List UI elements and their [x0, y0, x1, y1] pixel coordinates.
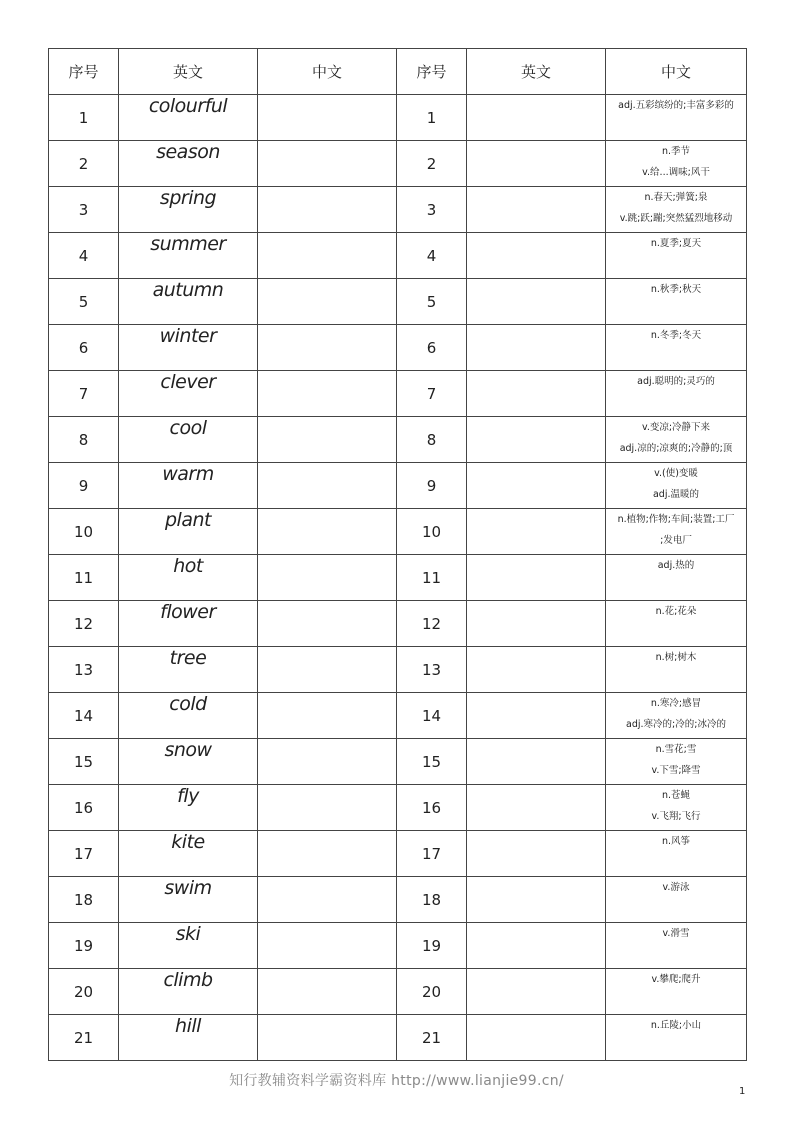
- row-index: 8: [49, 417, 119, 463]
- chinese-definition: [606, 95, 747, 141]
- definition-line: n.风筝: [661, 836, 691, 847]
- table-row: [49, 509, 747, 555]
- definition-line: n.寒冷;感冒: [650, 698, 702, 709]
- english-blank-cell: [467, 233, 606, 279]
- english-word: winter: [119, 325, 258, 371]
- chinese-blank-cell: [258, 555, 397, 601]
- definition-line: v.游泳: [662, 882, 690, 893]
- definition-line: v.飞翔;飞行: [651, 811, 701, 822]
- row-index: 17: [49, 831, 119, 877]
- table-row: [49, 279, 747, 325]
- english-blank-cell: [467, 279, 606, 325]
- english-blank-cell: [467, 95, 606, 141]
- english-word: cool: [119, 417, 258, 463]
- table-row: [49, 969, 747, 1015]
- row-index-2: 10: [397, 509, 467, 555]
- chinese-definition: [606, 1015, 747, 1061]
- row-index-2: 9: [397, 463, 467, 509]
- definition-line: n.树;树木: [655, 652, 697, 663]
- english-word: plant: [119, 509, 258, 555]
- row-index-2: 18: [397, 877, 467, 923]
- row-index-2: 15: [397, 739, 467, 785]
- chinese-blank-cell: [258, 371, 397, 417]
- chinese-blank-cell: [258, 95, 397, 141]
- english-blank-cell: [467, 371, 606, 417]
- table-row: [49, 141, 747, 187]
- row-index-2: 6: [397, 325, 467, 371]
- table-row: [49, 95, 747, 141]
- row-index-2: 1: [397, 95, 467, 141]
- chinese-blank-cell: [258, 601, 397, 647]
- english-word: autumn: [119, 279, 258, 325]
- english-word: ski: [119, 923, 258, 969]
- row-index: 3: [49, 187, 119, 233]
- chinese-blank-cell: [258, 969, 397, 1015]
- english-blank-cell: [467, 831, 606, 877]
- row-index-2: 8: [397, 417, 467, 463]
- row-index: 13: [49, 647, 119, 693]
- english-blank-cell: [467, 601, 606, 647]
- chinese-definition: [606, 555, 747, 601]
- row-index-2: 16: [397, 785, 467, 831]
- row-index-2: 11: [397, 555, 467, 601]
- table-row: [49, 1015, 747, 1061]
- row-index-2: 7: [397, 371, 467, 417]
- definition-line: v.攀爬;爬升: [651, 974, 701, 985]
- table-row: [49, 555, 747, 601]
- table-row: [49, 325, 747, 371]
- english-blank-cell: [467, 923, 606, 969]
- definition-line: v.变凉;冷静下来: [641, 422, 711, 433]
- definition-line: n.季节: [661, 146, 691, 157]
- definition-line: n.花;花朵: [655, 606, 697, 617]
- english-word: spring: [119, 187, 258, 233]
- table-row: [49, 923, 747, 969]
- row-index-2: 19: [397, 923, 467, 969]
- header-chinese: 中文: [258, 49, 397, 95]
- chinese-definition: [606, 877, 747, 923]
- english-word: tree: [119, 647, 258, 693]
- english-blank-cell: [467, 141, 606, 187]
- chinese-blank-cell: [258, 279, 397, 325]
- chinese-definition: [606, 141, 747, 187]
- header-index-2: 序号: [397, 49, 467, 95]
- chinese-blank-cell: [258, 693, 397, 739]
- english-word: snow: [119, 739, 258, 785]
- english-word: climb: [119, 969, 258, 1015]
- definition-line: adj.五彩缤纷的;丰富多彩的: [618, 100, 734, 111]
- row-index-2: 5: [397, 279, 467, 325]
- chinese-blank-cell: [258, 509, 397, 555]
- row-index: 6: [49, 325, 119, 371]
- chinese-definition: [606, 969, 747, 1015]
- english-blank-cell: [467, 877, 606, 923]
- table-row: [49, 187, 747, 233]
- row-index: 5: [49, 279, 119, 325]
- chinese-definition: [606, 739, 747, 785]
- english-word: season: [119, 141, 258, 187]
- definition-line: adj.寒冷的;冷的;冰冷的: [626, 719, 726, 730]
- chinese-definition: [606, 371, 747, 417]
- english-blank-cell: [467, 785, 606, 831]
- definition-line: adj.凉的;凉爽的;冷静的;顶: [619, 443, 733, 454]
- chinese-definition: [606, 785, 747, 831]
- chinese-blank-cell: [258, 233, 397, 279]
- chinese-blank-cell: [258, 1015, 397, 1061]
- row-index-2: 13: [397, 647, 467, 693]
- english-word: kite: [119, 831, 258, 877]
- english-blank-cell: [467, 187, 606, 233]
- row-index-2: 17: [397, 831, 467, 877]
- definition-line: n.冬季;冬天: [650, 330, 702, 341]
- header-english: 英文: [119, 49, 258, 95]
- chinese-definition: [606, 325, 747, 371]
- chinese-definition: [606, 601, 747, 647]
- row-index: 2: [49, 141, 119, 187]
- english-word: flower: [119, 601, 258, 647]
- definition-line: n.秋季;秋天: [650, 284, 702, 295]
- row-index: 20: [49, 969, 119, 1015]
- chinese-definition: [606, 417, 747, 463]
- english-blank-cell: [467, 693, 606, 739]
- chinese-blank-cell: [258, 923, 397, 969]
- page-number: 1: [739, 1086, 746, 1097]
- chinese-definition: [606, 923, 747, 969]
- row-index-2: 12: [397, 601, 467, 647]
- table-row: [49, 831, 747, 877]
- english-blank-cell: [467, 555, 606, 601]
- table-row: [49, 693, 747, 739]
- row-index-2: 14: [397, 693, 467, 739]
- chinese-definition: [606, 693, 747, 739]
- chinese-definition: [606, 279, 747, 325]
- chinese-blank-cell: [258, 739, 397, 785]
- definition-line: v.给...调味;风干: [642, 167, 710, 178]
- vocabulary-table: [48, 48, 747, 1061]
- row-index: 12: [49, 601, 119, 647]
- chinese-definition: [606, 509, 747, 555]
- row-index: 21: [49, 1015, 119, 1061]
- english-word: cold: [119, 693, 258, 739]
- chinese-blank-cell: [258, 647, 397, 693]
- english-blank-cell: [467, 417, 606, 463]
- english-blank-cell: [467, 325, 606, 371]
- definition-line: adj.温暖的: [652, 489, 699, 500]
- row-index: 15: [49, 739, 119, 785]
- row-index: 11: [49, 555, 119, 601]
- chinese-blank-cell: [258, 141, 397, 187]
- definition-line: v.跳;跃;蹦;突然猛烈地移动: [619, 213, 733, 224]
- table-header-row: [49, 49, 747, 95]
- chinese-definition: [606, 233, 747, 279]
- row-index: 18: [49, 877, 119, 923]
- english-word: summer: [119, 233, 258, 279]
- definition-line: adj.聪明的;灵巧的: [637, 376, 715, 387]
- definition-line: v.滑雪: [662, 928, 690, 939]
- row-index: 1: [49, 95, 119, 141]
- chinese-definition: [606, 187, 747, 233]
- chinese-blank-cell: [258, 785, 397, 831]
- row-index: 4: [49, 233, 119, 279]
- header-index: 序号: [49, 49, 119, 95]
- english-word: hill: [119, 1015, 258, 1061]
- english-word: clever: [119, 371, 258, 417]
- table-row: [49, 371, 747, 417]
- table-row: [49, 463, 747, 509]
- row-index: 19: [49, 923, 119, 969]
- row-index: 10: [49, 509, 119, 555]
- chinese-definition: [606, 463, 747, 509]
- english-blank-cell: [467, 647, 606, 693]
- chinese-blank-cell: [258, 831, 397, 877]
- row-index-2: 20: [397, 969, 467, 1015]
- english-word: hot: [119, 555, 258, 601]
- header-english-2: 英文: [467, 49, 606, 95]
- table-row: [49, 417, 747, 463]
- row-index: 7: [49, 371, 119, 417]
- table-row: [49, 601, 747, 647]
- chinese-blank-cell: [258, 187, 397, 233]
- definition-line: n.植物;作物;车间;装置;工厂: [617, 514, 735, 525]
- row-index-2: 3: [397, 187, 467, 233]
- chinese-blank-cell: [258, 417, 397, 463]
- footer-watermark: 知行教辅资料学霸资料库 http://www.lianjie99.cn/: [229, 1073, 564, 1089]
- table-row: [49, 739, 747, 785]
- definition-line: n.夏季;夏天: [650, 238, 702, 249]
- chinese-definition: [606, 831, 747, 877]
- table-row: [49, 647, 747, 693]
- english-blank-cell: [467, 969, 606, 1015]
- chinese-blank-cell: [258, 463, 397, 509]
- definition-line: v.(使)变暖: [654, 468, 698, 479]
- definition-line: v.下雪;降雪: [651, 765, 701, 776]
- definition-line: n.雪花;雪: [655, 744, 697, 755]
- definition-line: ;发电厂: [660, 535, 692, 546]
- chinese-blank-cell: [258, 877, 397, 923]
- definition-line: n.春天;弹簧;泉: [644, 192, 708, 203]
- row-index: 16: [49, 785, 119, 831]
- table-row: [49, 233, 747, 279]
- definition-line: n.苍蝇: [661, 790, 691, 801]
- chinese-definition: [606, 647, 747, 693]
- english-word: fly: [119, 785, 258, 831]
- row-index: 14: [49, 693, 119, 739]
- english-blank-cell: [467, 1015, 606, 1061]
- definition-line: n.丘陵;小山: [650, 1020, 702, 1031]
- row-index-2: 2: [397, 141, 467, 187]
- chinese-blank-cell: [258, 325, 397, 371]
- table-row: [49, 785, 747, 831]
- english-word: warm: [119, 463, 258, 509]
- row-index: 9: [49, 463, 119, 509]
- english-blank-cell: [467, 509, 606, 555]
- row-index-2: 4: [397, 233, 467, 279]
- english-word: swim: [119, 877, 258, 923]
- definition-line: adj.热的: [657, 560, 695, 571]
- row-index-2: 21: [397, 1015, 467, 1061]
- english-blank-cell: [467, 463, 606, 509]
- header-chinese-2: 中文: [606, 49, 747, 95]
- english-word: colourful: [119, 95, 258, 141]
- table-row: [49, 877, 747, 923]
- english-blank-cell: [467, 739, 606, 785]
